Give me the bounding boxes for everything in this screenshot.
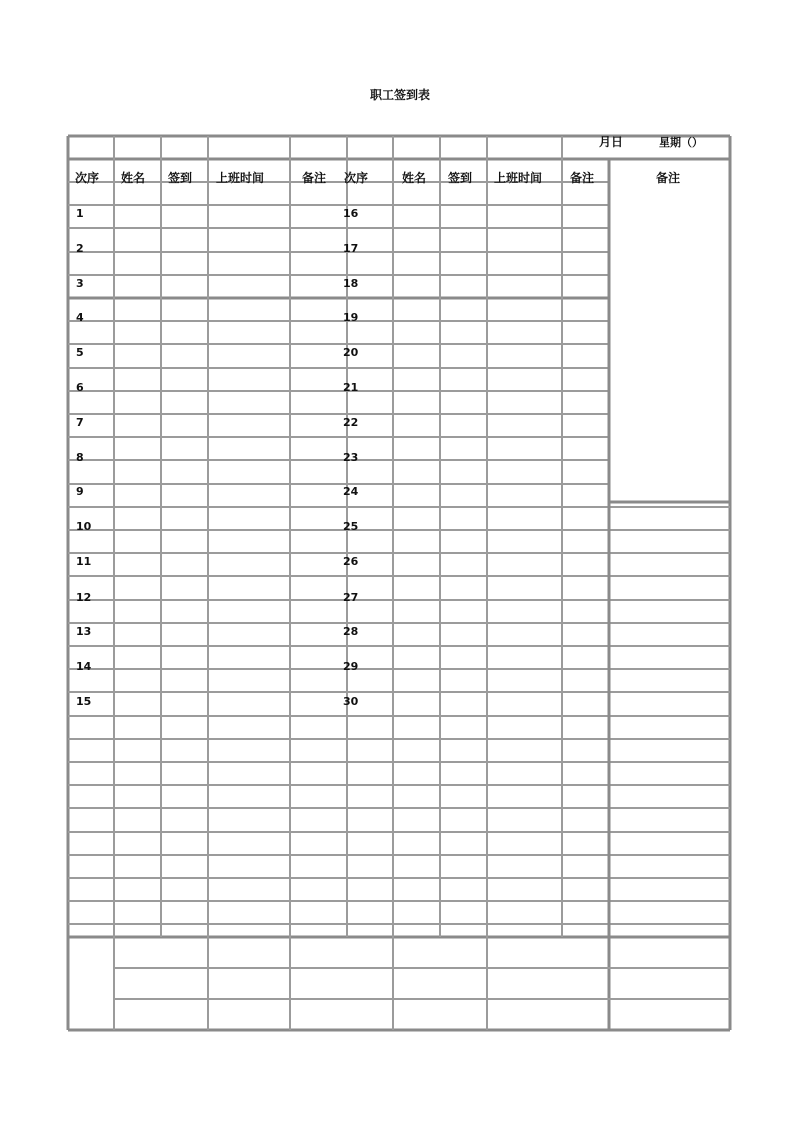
seq-number: 16 — [343, 207, 359, 220]
weekday-label: 星期（） — [659, 136, 703, 149]
seq-number: 26 — [343, 555, 359, 568]
seq-number: 13 — [76, 625, 92, 638]
seq-number: 30 — [343, 695, 359, 708]
seq-number: 2 — [76, 242, 84, 255]
seq-number: 29 — [343, 660, 359, 673]
col-header-seq-left: 次序 — [75, 171, 100, 185]
col-header-worktime-left: 上班时间 — [216, 171, 265, 185]
seq-number: 12 — [76, 591, 92, 604]
seq-number: 1 — [76, 207, 84, 220]
seq-number: 20 — [343, 346, 359, 359]
col-header-seq-right: 次序 — [344, 171, 369, 185]
seq-number: 8 — [76, 451, 84, 464]
seq-number: 4 — [76, 311, 84, 324]
col-header-name-left: 姓名 — [121, 171, 146, 185]
seq-number: 23 — [343, 451, 359, 464]
col-header-remark-extra: 备注 — [656, 171, 681, 185]
seq-number: 14 — [76, 660, 92, 673]
seq-number: 3 — [76, 277, 84, 290]
seq-number: 21 — [343, 381, 359, 394]
seq-number: 15 — [76, 695, 92, 708]
seq-number: 11 — [76, 555, 92, 568]
col-header-signin-left: 签到 — [168, 171, 193, 185]
seq-number: 22 — [343, 416, 359, 429]
seq-number: 9 — [76, 485, 84, 498]
col-header-worktime-right: 上班时间 — [494, 171, 543, 185]
page-title: 职工签到表 — [369, 88, 430, 102]
col-header-signin-right: 签到 — [448, 171, 473, 185]
seq-number: 19 — [343, 311, 359, 324]
seq-number: 5 — [76, 346, 84, 359]
col-header-name-right: 姓名 — [402, 171, 427, 185]
seq-number: 18 — [343, 277, 359, 290]
date-label: 月日 — [599, 135, 624, 149]
seq-number: 10 — [76, 520, 92, 533]
seq-number: 28 — [343, 625, 359, 638]
col-header-remark-left: 备注 — [302, 171, 327, 185]
seq-number: 27 — [343, 591, 359, 604]
seq-number: 6 — [76, 381, 84, 394]
seq-number: 24 — [343, 485, 359, 498]
seq-number: 17 — [343, 242, 359, 255]
col-header-remark-right: 备注 — [570, 171, 595, 185]
seq-number: 25 — [343, 520, 359, 533]
seq-number: 7 — [76, 416, 84, 429]
